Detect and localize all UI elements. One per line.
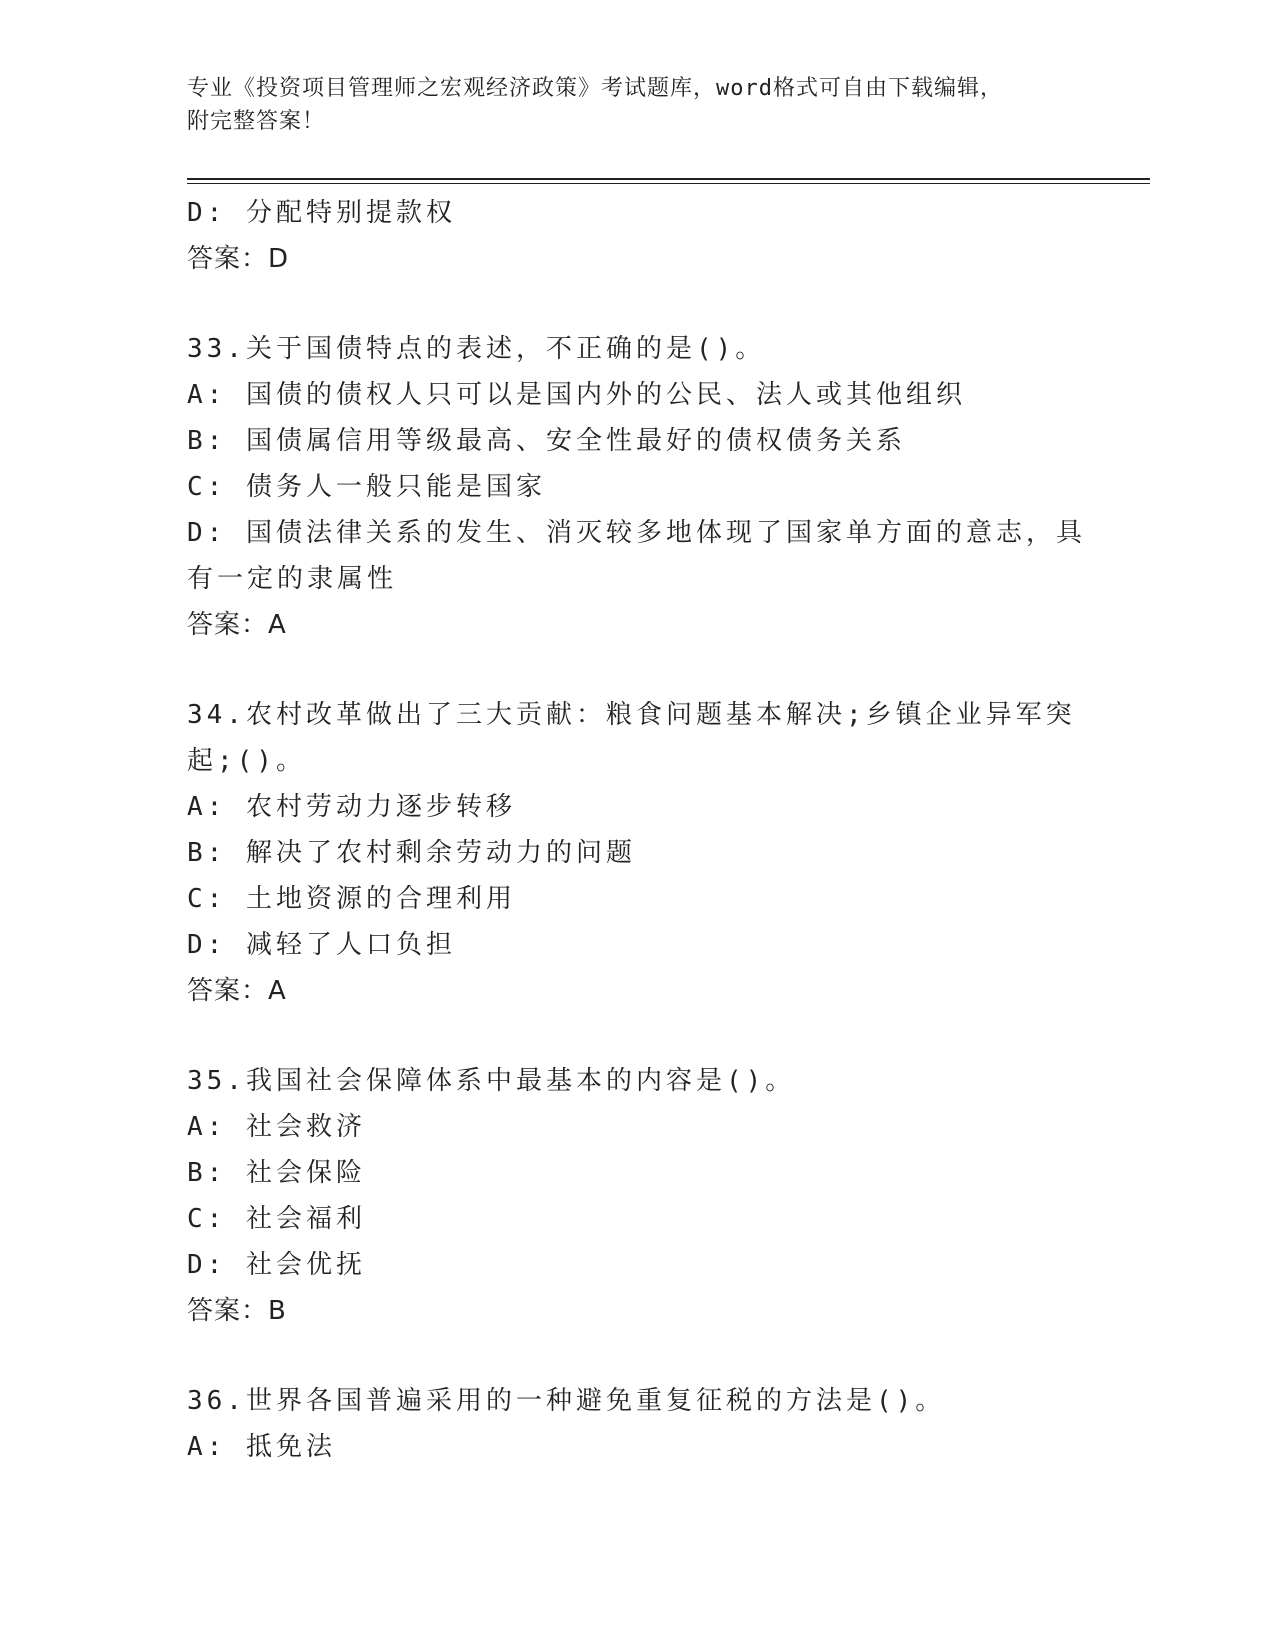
header-line-2: 附完整答案！ <box>187 109 326 134</box>
header-line-1: 专业《投资项目管理师之宏观经济政策》考试题库，word格式可自由下载编辑， <box>187 76 1003 101</box>
option-a: A: 农村劳动力逐步转移 <box>187 792 516 822</box>
question-36 <box>187 1378 1087 1470</box>
answer: 答案：A <box>187 610 287 640</box>
question-list <box>187 190 1087 1470</box>
question-stem: 34.农村改革做出了三大贡献：粮食问题基本解决;乡镇企业异军突起;()。 <box>187 700 1076 776</box>
answer: 答案：A <box>187 976 287 1006</box>
option-a: A: 国债的债权人只可以是国内外的公民、法人或其他组织 <box>187 380 966 410</box>
option-c: C: 社会福利 <box>187 1204 366 1234</box>
answer: 答案：B <box>187 1296 287 1326</box>
question-stem: 35.我国社会保障体系中最基本的内容是()。 <box>187 1066 796 1096</box>
prev-answer: 答案：D <box>187 244 290 274</box>
header-rule-thick <box>187 178 1150 180</box>
page-header <box>187 72 1067 138</box>
option-d: D: 社会优抚 <box>187 1250 366 1280</box>
option-c: C: 土地资源的合理利用 <box>187 884 516 914</box>
option-b: B: 解决了农村剩余劳动力的问题 <box>187 838 636 868</box>
option-c: C: 债务人一般只能是国家 <box>187 472 546 502</box>
prev-option-d: D: 分配特别提款权 <box>187 198 456 228</box>
option-b: B: 社会保险 <box>187 1158 366 1188</box>
question-stem: 36.世界各国普遍采用的一种避免重复征税的方法是()。 <box>187 1386 946 1416</box>
question-33 <box>187 326 1087 648</box>
option-a: A: 社会救济 <box>187 1112 366 1142</box>
question-34 <box>187 692 1087 1014</box>
question-stem: 33.关于国债特点的表述，不正确的是()。 <box>187 334 766 364</box>
option-d: D: 国债法律关系的发生、消灭较多地体现了国家单方面的意志，具有一定的隶属性 <box>187 518 1086 594</box>
option-a: A: 抵免法 <box>187 1432 336 1462</box>
header-rule-thin <box>187 183 1150 184</box>
question-35 <box>187 1058 1087 1334</box>
option-d: D: 减轻了人口负担 <box>187 930 456 960</box>
option-b: B: 国债属信用等级最高、安全性最好的债权债务关系 <box>187 426 906 456</box>
